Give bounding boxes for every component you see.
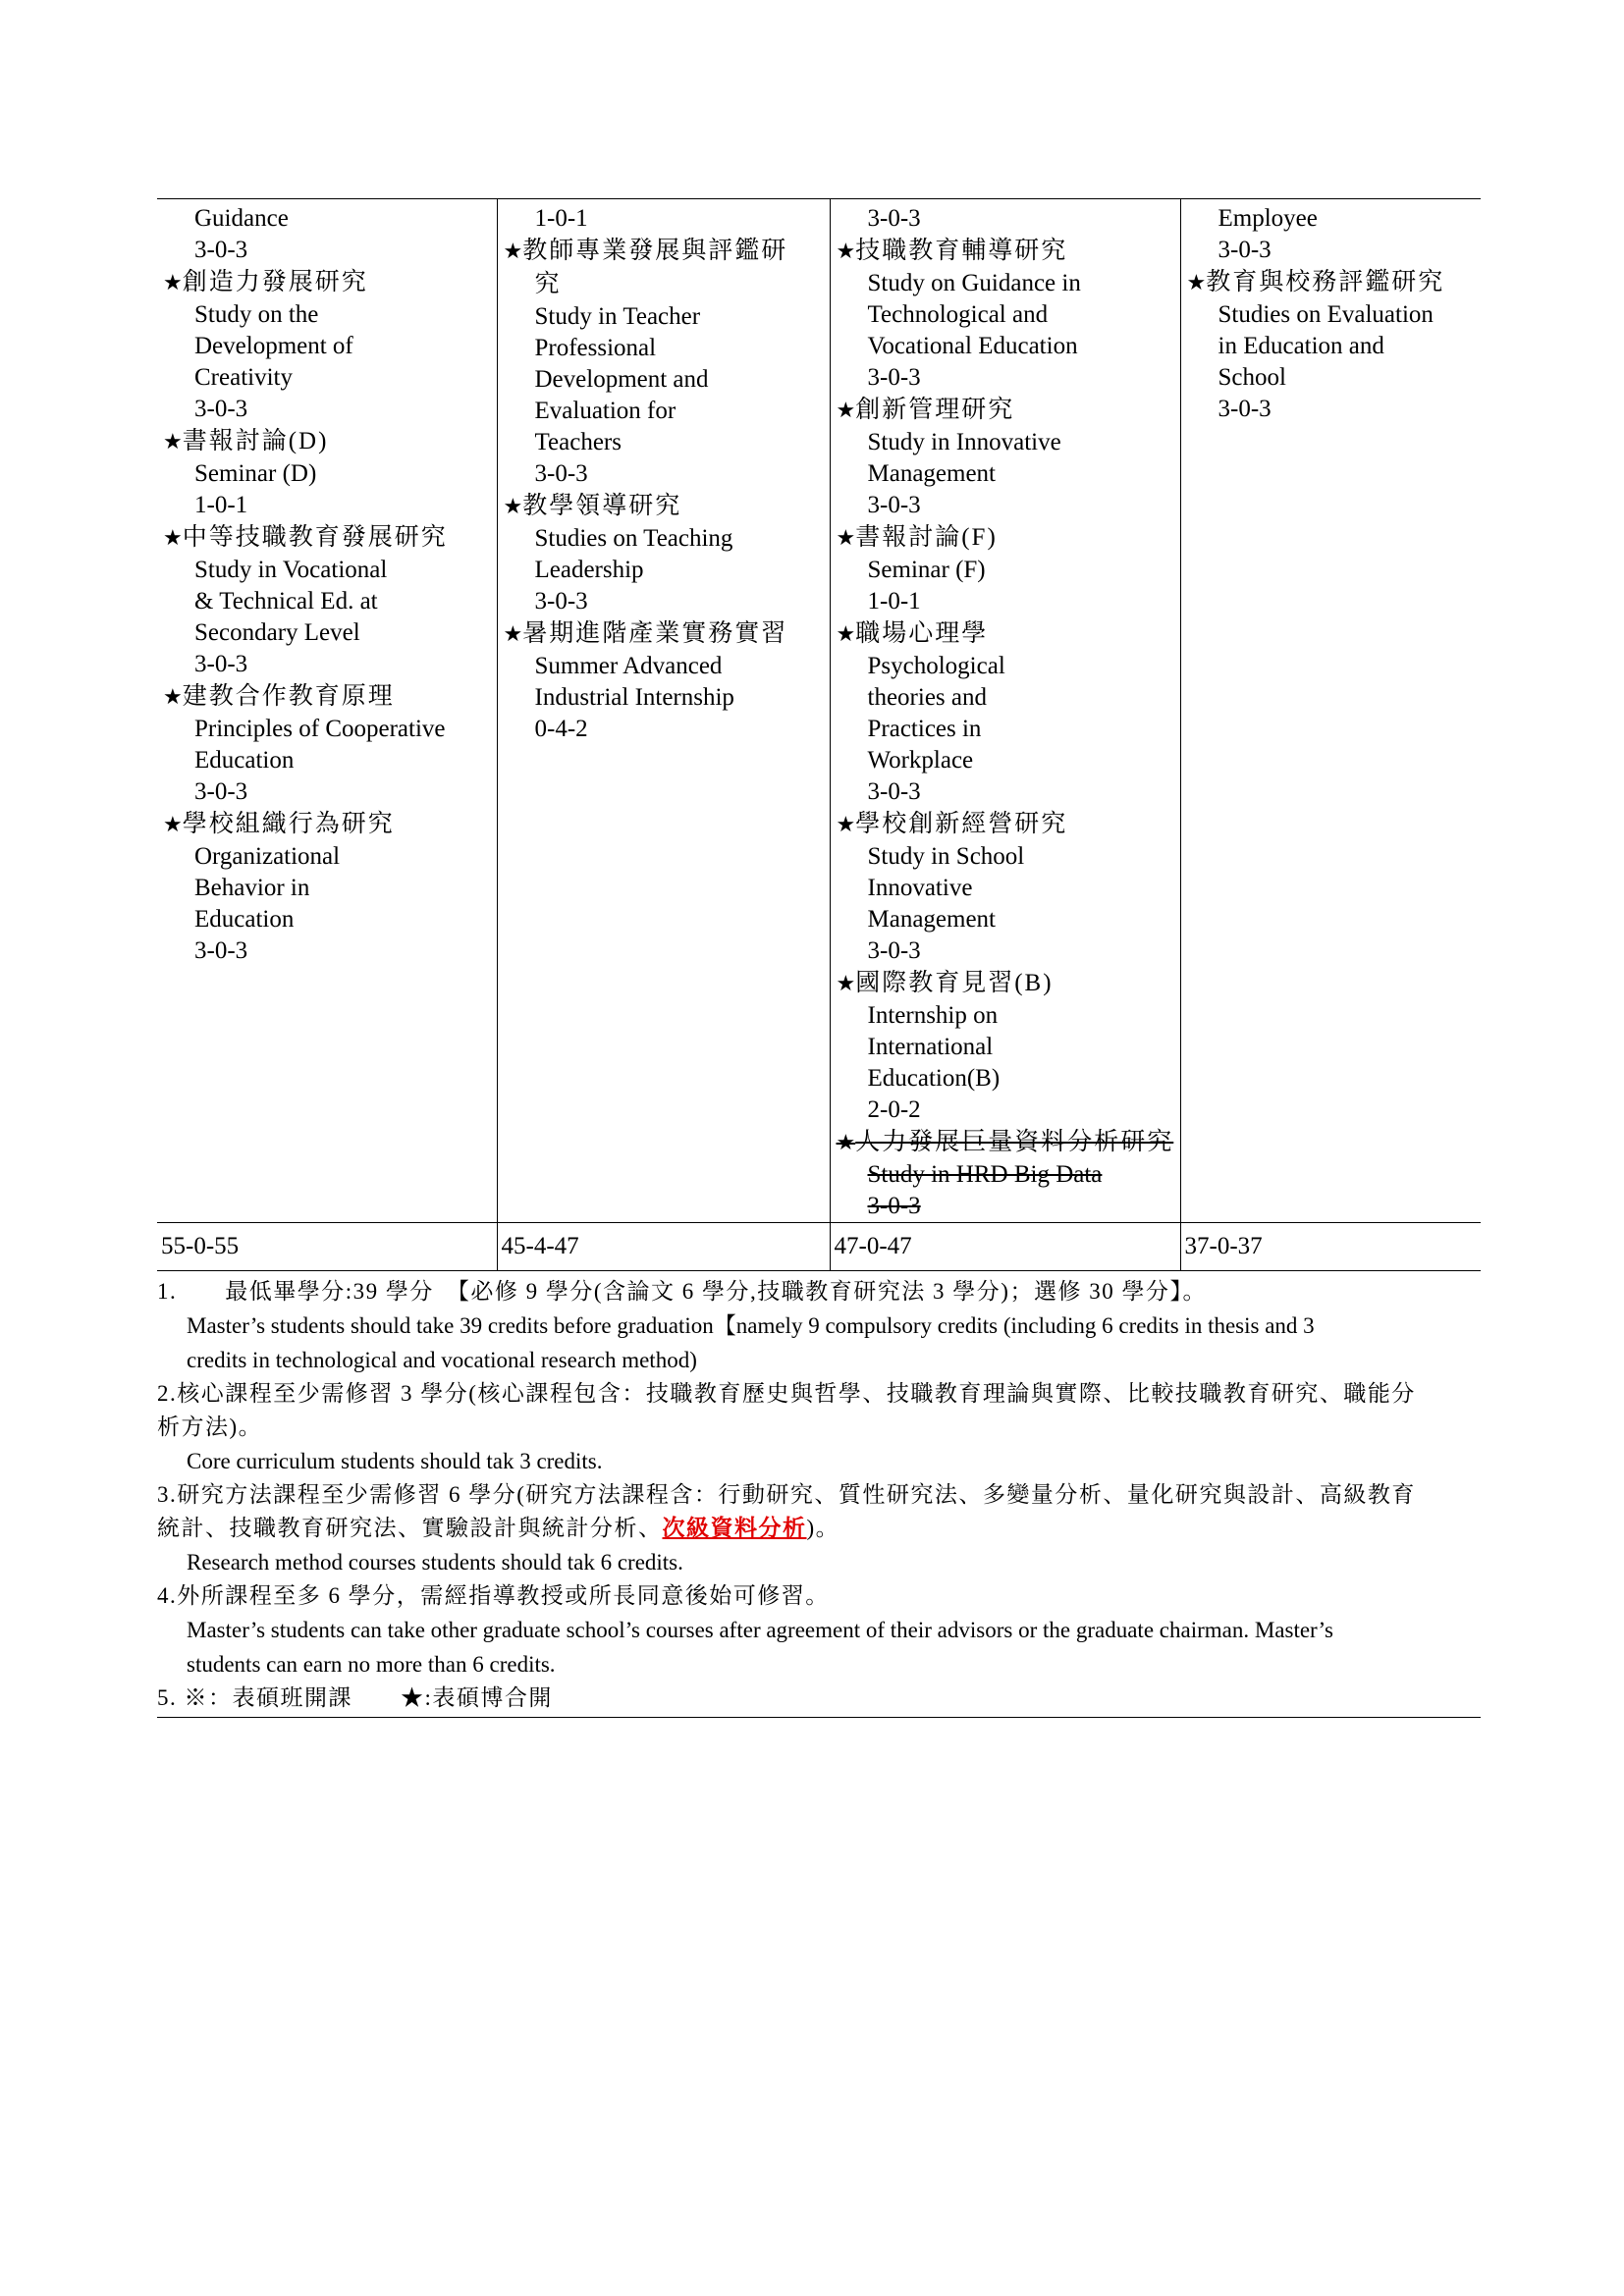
course-title xyxy=(163,808,491,841)
course-english-name: Evaluation for xyxy=(534,398,677,424)
course-credits: 2-0-2 xyxy=(867,1096,921,1123)
course-english-name: Education(B) xyxy=(867,1065,1001,1092)
course-english-name: International xyxy=(867,1034,994,1060)
course-english-name: in Education and xyxy=(1218,333,1384,359)
star-icon: ★ xyxy=(836,1130,856,1154)
course-title xyxy=(837,521,1174,555)
course-english-name: Management xyxy=(867,460,997,487)
highlighted-term: 次級資料分析 xyxy=(662,1516,807,1540)
note-2-zh-b: 析方法)。 xyxy=(157,1415,263,1439)
total-cell xyxy=(1180,1223,1481,1271)
course-english-name: Leadership xyxy=(534,557,644,583)
course-title xyxy=(837,1126,1174,1159)
star-icon: ★ xyxy=(836,398,856,422)
course-title xyxy=(504,490,824,523)
course-title-text: 暑期進階產業實務實習 xyxy=(522,620,788,647)
course-title xyxy=(163,425,491,458)
star-icon: ★ xyxy=(503,494,523,518)
column-4 xyxy=(1180,199,1481,1223)
course-credits: 3-0-3 xyxy=(867,364,921,391)
star-icon: ★ xyxy=(163,270,183,294)
star-icon: ★ xyxy=(503,239,523,263)
course-english-name: Guidance xyxy=(194,205,289,232)
course-english-name: Vocational Education xyxy=(867,333,1078,359)
course-credits: 3-0-3 xyxy=(867,205,921,232)
note-5-legend: 5. ※：表碩班開課 ★:表碩博合開 xyxy=(157,1682,1481,1718)
course-title-text: 教師專業發展與評鑑研 xyxy=(522,238,788,264)
star-icon: ★ xyxy=(836,621,856,646)
total-cell xyxy=(157,1223,497,1271)
course-english-name: Creativity xyxy=(194,364,293,391)
course-title-text: 教學領導研究 xyxy=(522,493,682,519)
course-credits: 3-0-3 xyxy=(1218,396,1272,422)
course-english-name: Seminar (F) xyxy=(867,557,986,583)
course-credits: 1-0-1 xyxy=(534,205,588,232)
course-english-name: Professional xyxy=(534,335,657,361)
course-english-name: Development and xyxy=(534,366,709,393)
note-4-en-b: students can earn no more than 6 credits. xyxy=(187,1652,556,1677)
course-credits: 3-0-3 xyxy=(194,651,248,677)
course-english-name: Studies on Evaluation xyxy=(1218,301,1434,328)
course-title xyxy=(1187,266,1476,299)
course-english-name: Education xyxy=(194,747,295,774)
course-credits: 3-0-3 xyxy=(194,778,248,805)
star-icon: ★ xyxy=(163,429,183,454)
total-credits: 47-0-47 xyxy=(834,1233,912,1259)
course-english-name: Behavior in xyxy=(194,875,310,901)
course-title-text: 人力發展巨量資料分析研究 xyxy=(855,1129,1174,1155)
course-title xyxy=(504,617,824,651)
course-english-name: Studies on Teaching xyxy=(534,525,733,552)
course-title-text: 創造力發展研究 xyxy=(182,269,368,295)
note-3-zh-b2: )。 xyxy=(806,1516,840,1540)
course-title-text: 教育與校務評鑑研究 xyxy=(1206,269,1445,295)
courses-row xyxy=(157,199,1481,1223)
course-english-name: School xyxy=(1218,364,1286,391)
course-credits: 3-0-3 xyxy=(867,778,921,805)
notes-section xyxy=(157,1275,1481,1718)
star-icon: ★ xyxy=(163,812,183,836)
course-title-text: 國際教育見習(B) xyxy=(855,970,1054,996)
course-english-name: Study on Guidance in xyxy=(867,270,1081,296)
course-english-name: Study in School xyxy=(867,843,1025,870)
course-credits: 3-0-3 xyxy=(867,1193,921,1219)
column-3 xyxy=(830,199,1180,1223)
totals-row xyxy=(157,1223,1481,1271)
course-english-name: & Technical Ed. at xyxy=(194,588,378,614)
course-english-name: Secondary Level xyxy=(194,619,360,646)
star-icon: ★ xyxy=(163,684,183,709)
note-1-en-a: Master’s students should take 39 credits before graduation【namely 9 compulsory credits (including 6 credits in thesis and 3 xyxy=(187,1313,1315,1338)
course-english-name: Innovative xyxy=(867,875,973,901)
star-icon: ★ xyxy=(163,525,183,550)
course-title-text: 中等技職教育發展研究 xyxy=(182,524,448,551)
course-english-name: Principles of Cooperative xyxy=(194,716,446,742)
course-english-name: Seminar (D) xyxy=(194,460,317,487)
curriculum-table xyxy=(157,198,1481,1271)
course-english-name: Development of xyxy=(194,333,353,359)
course-title-text: 職場心理學 xyxy=(855,620,989,647)
star-icon: ★ xyxy=(503,621,523,646)
total-credits: 37-0-37 xyxy=(1184,1233,1263,1259)
course-english-name: Study in Innovative xyxy=(867,429,1061,455)
course-title-text: 書報討論(D) xyxy=(182,428,329,454)
course-english-name: Management xyxy=(867,906,997,933)
course-english-name: Technological and xyxy=(867,301,1049,328)
course-english-name: Organizational xyxy=(194,843,341,870)
course-english-name: Practices in xyxy=(867,716,982,742)
course-english-name: Education xyxy=(194,906,295,933)
course-english-name: Study in Teacher xyxy=(534,303,701,330)
course-title xyxy=(837,394,1174,427)
course-english-name: Summer Advanced xyxy=(534,653,723,679)
course-english-name: Industrial Internship xyxy=(534,684,734,711)
note-3-zh-b1: 統計、技職教育研究法、實驗設計與統計分析、 xyxy=(157,1516,663,1540)
course-title xyxy=(163,521,491,555)
star-icon: ★ xyxy=(836,971,856,995)
course-title-text: 學校創新經營研究 xyxy=(855,811,1068,837)
total-credits: 55-0-55 xyxy=(161,1233,240,1259)
course-credits: 3-0-3 xyxy=(194,937,248,964)
course-credits: 3-0-3 xyxy=(534,460,588,487)
star-icon: ★ xyxy=(836,812,856,836)
course-english-name: Workplace xyxy=(867,747,974,774)
course-title-text: 技職教育輔導研究 xyxy=(855,238,1068,264)
course-title xyxy=(504,235,824,268)
course-credits: 3-0-3 xyxy=(194,396,248,422)
course-title-text: 書報討論(F) xyxy=(855,524,998,551)
course-title xyxy=(837,808,1174,841)
note-2-en: Core curriculum students should tak 3 credits. xyxy=(187,1449,603,1473)
course-credits: 0-4-2 xyxy=(534,716,588,742)
star-icon: ★ xyxy=(1186,270,1207,294)
course-credits: 3-0-3 xyxy=(867,937,921,964)
course-title-text: 創新管理研究 xyxy=(855,397,1015,423)
total-credits: 45-4-47 xyxy=(501,1233,579,1259)
course-title-text: 學校組織行為研究 xyxy=(182,811,395,837)
star-icon: ★ xyxy=(836,525,856,550)
course-credits: 3-0-3 xyxy=(1218,237,1272,263)
course-title-continued: 究 xyxy=(534,271,562,297)
course-credits: 3-0-3 xyxy=(534,588,588,614)
course-english-name: Employee xyxy=(1218,205,1318,232)
course-english-name: Study in Vocational xyxy=(194,557,388,583)
course-english-name: theories and xyxy=(867,684,987,711)
course-english-name: Internship on xyxy=(867,1002,999,1029)
course-english-name: Teachers xyxy=(534,429,622,455)
course-credits: 3-0-3 xyxy=(867,492,921,518)
course-credits: 3-0-3 xyxy=(194,237,248,263)
course-credits: 1-0-1 xyxy=(867,588,921,614)
total-cell xyxy=(497,1223,830,1271)
note-3-en: Research method courses students should tak 6 credits. xyxy=(187,1550,683,1575)
course-english-name: Psychological xyxy=(867,653,1005,679)
course-title xyxy=(163,680,491,714)
course-title xyxy=(837,235,1174,268)
column-1 xyxy=(157,199,497,1223)
total-cell xyxy=(830,1223,1180,1271)
course-english-name: Study on the xyxy=(194,301,319,328)
course-title xyxy=(163,266,491,299)
course-credits: 1-0-1 xyxy=(194,492,248,518)
note-1-en-b: credits in technological and vocational research method) xyxy=(187,1348,697,1372)
curriculum-page xyxy=(157,198,1481,1718)
note-4-en-a: Master’s students can take other graduate school’s courses after agreement of their advisors or the graduate chairman. Master’s xyxy=(187,1618,1333,1642)
star-icon: ★ xyxy=(836,239,856,263)
note-2-zh-a: 2.核心課程至少需修習 3 學分(核心課程包含：技職教育歷史與哲學、技職教育理論與實際、比較技職教育研究、職能分 xyxy=(157,1381,1416,1406)
note-4-zh: 4.外所課程至多 6 學分，需經指導教授或所長同意後始可修習。 xyxy=(157,1583,830,1608)
note-1-zh: 1. 最低畢學分:39 學分 【必修 9 學分(含論文 6 學分,技職教育研究法 3 學分)；選修 30 學分】。 xyxy=(157,1279,1207,1304)
course-title-text: 建教合作教育原理 xyxy=(182,683,395,710)
note-3-zh-a: 3.研究方法課程至少需修習 6 學分(研究方法課程含：行動研究、質性研究法、多變量分析、量化研究與設計、高級教育 xyxy=(157,1482,1416,1507)
course-title xyxy=(837,617,1174,651)
note-3-zh-b xyxy=(157,1512,1481,1545)
course-title xyxy=(837,967,1174,1000)
column-2 xyxy=(497,199,830,1223)
course-english-name: Study in HRD Big Data xyxy=(867,1161,1103,1188)
